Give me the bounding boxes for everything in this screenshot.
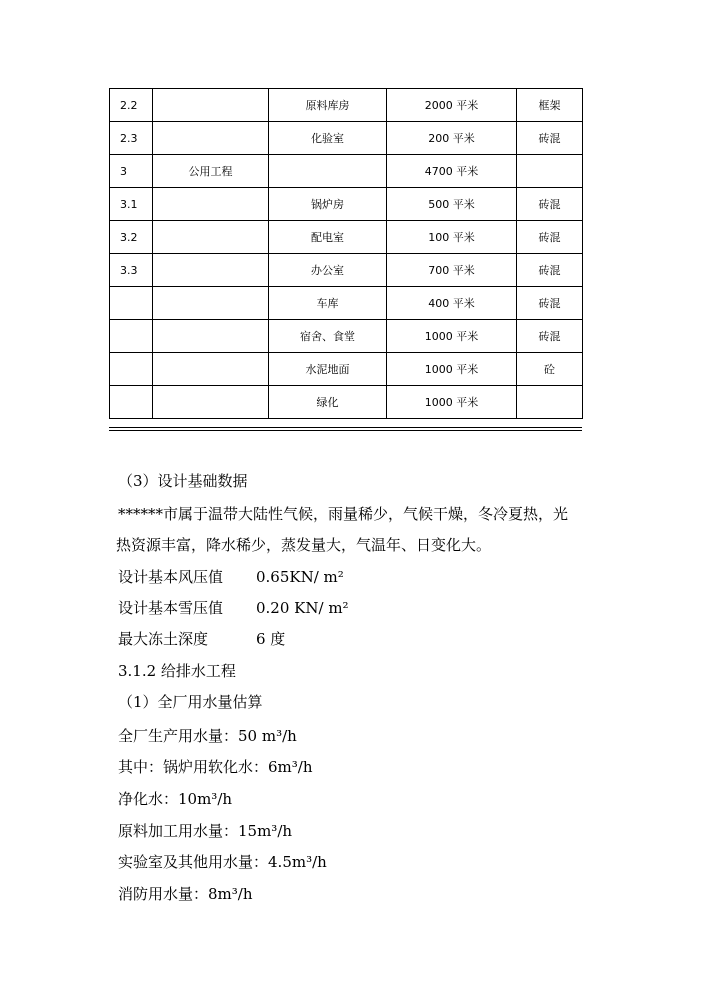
water-line: 净化水：10m³/h <box>118 790 233 808</box>
row-number-cell: 2.3 <box>110 122 153 155</box>
category-cell <box>153 221 269 254</box>
facility-name-cell: 办公室 <box>269 254 387 287</box>
frost-depth-label: 最大冻土深度 <box>118 630 209 648</box>
facility-table <box>109 88 583 419</box>
subheading-water-estimate: （1）全厂用水量估算 <box>118 693 263 711</box>
section-heading-water: 3.1.2 给排水工程 <box>118 662 236 680</box>
area-cell: 400 平米 <box>387 287 517 320</box>
facility-name-cell: 原料库房 <box>269 89 387 122</box>
climate-line: 热资源丰富，降水稀少，蒸发量大，气温年、日变化大。 <box>116 536 492 554</box>
frost-depth-row <box>118 632 285 647</box>
structure-cell: 砖混 <box>517 221 583 254</box>
facility-name-cell: 化验室 <box>269 122 387 155</box>
water-line: 实验室及其他用水量：4.5m³/h <box>118 853 327 871</box>
row-number-cell: 2.2 <box>110 89 153 122</box>
category-cell <box>153 353 269 386</box>
facility-name-cell: 绿化 <box>269 386 387 419</box>
water-line: 全厂生产用水量：50 m³/h <box>118 727 297 745</box>
facility-name-cell: 配电室 <box>269 221 387 254</box>
climate-line: ******市属于温带大陆性气候，雨量稀少，气候干燥，冬冷夏热，光 <box>118 505 569 523</box>
table-row <box>110 188 583 221</box>
structure-cell: 框架 <box>517 89 583 122</box>
area-cell: 100 平米 <box>387 221 517 254</box>
frost-depth-value: 6 度 <box>256 630 286 648</box>
table-row <box>110 287 583 320</box>
row-number-cell: 3.2 <box>110 221 153 254</box>
structure-cell <box>517 155 583 188</box>
structure-cell <box>517 386 583 419</box>
section-heading-basic-data: （3）设计基础数据 <box>118 472 248 490</box>
water-line: 其中：锅炉用软化水：6m³/h <box>118 758 313 776</box>
facility-name-cell <box>269 155 387 188</box>
category-cell <box>153 320 269 353</box>
structure-cell: 砖混 <box>517 188 583 221</box>
table-row <box>110 254 583 287</box>
wind-pressure-row <box>118 570 344 585</box>
category-cell <box>153 386 269 419</box>
water-line: 原料加工用水量：15m³/h <box>118 822 293 840</box>
row-number-cell: 3.1 <box>110 188 153 221</box>
structure-cell: 砖混 <box>517 254 583 287</box>
category-cell <box>153 188 269 221</box>
table-row <box>110 122 583 155</box>
table-bottom-rule <box>109 427 582 428</box>
table-row <box>110 320 583 353</box>
structure-cell: 砖混 <box>517 287 583 320</box>
area-cell: 1000 平米 <box>387 320 517 353</box>
facility-name-cell: 宿舍、食堂 <box>269 320 387 353</box>
row-number-cell <box>110 320 153 353</box>
wind-pressure-value: 0.65KN/ m² <box>256 568 344 586</box>
snow-pressure-row <box>118 601 349 616</box>
area-cell: 200 平米 <box>387 122 517 155</box>
table-row <box>110 353 583 386</box>
area-cell: 1000 平米 <box>387 386 517 419</box>
row-number-cell: 3 <box>110 155 153 188</box>
row-number-cell <box>110 353 153 386</box>
facility-name-cell: 车库 <box>269 287 387 320</box>
row-number-cell <box>110 287 153 320</box>
area-cell: 500 平米 <box>387 188 517 221</box>
table-row <box>110 221 583 254</box>
structure-cell: 砼 <box>517 353 583 386</box>
wind-pressure-label: 设计基本风压值 <box>118 568 224 586</box>
facility-table-body <box>110 89 583 419</box>
area-cell: 700 平米 <box>387 254 517 287</box>
snow-pressure-value: 0.20 KN/ m² <box>256 599 349 617</box>
table-row <box>110 386 583 419</box>
area-cell: 2000 平米 <box>387 89 517 122</box>
area-cell: 1000 平米 <box>387 353 517 386</box>
row-number-cell: 3.3 <box>110 254 153 287</box>
facility-name-cell: 水泥地面 <box>269 353 387 386</box>
facility-name-cell: 锅炉房 <box>269 188 387 221</box>
structure-cell: 砖混 <box>517 320 583 353</box>
table-row <box>110 155 583 188</box>
snow-pressure-label: 设计基本雪压值 <box>118 599 224 617</box>
table-row <box>110 89 583 122</box>
table-bottom-rule <box>109 430 582 431</box>
row-number-cell <box>110 386 153 419</box>
category-cell <box>153 122 269 155</box>
category-cell <box>153 89 269 122</box>
category-cell: 公用工程 <box>153 155 269 188</box>
structure-cell: 砖混 <box>517 122 583 155</box>
category-cell <box>153 254 269 287</box>
water-line: 消防用水量：8m³/h <box>118 885 253 903</box>
category-cell <box>153 287 269 320</box>
climate-paragraph <box>118 499 618 561</box>
area-cell: 4700 平米 <box>387 155 517 188</box>
